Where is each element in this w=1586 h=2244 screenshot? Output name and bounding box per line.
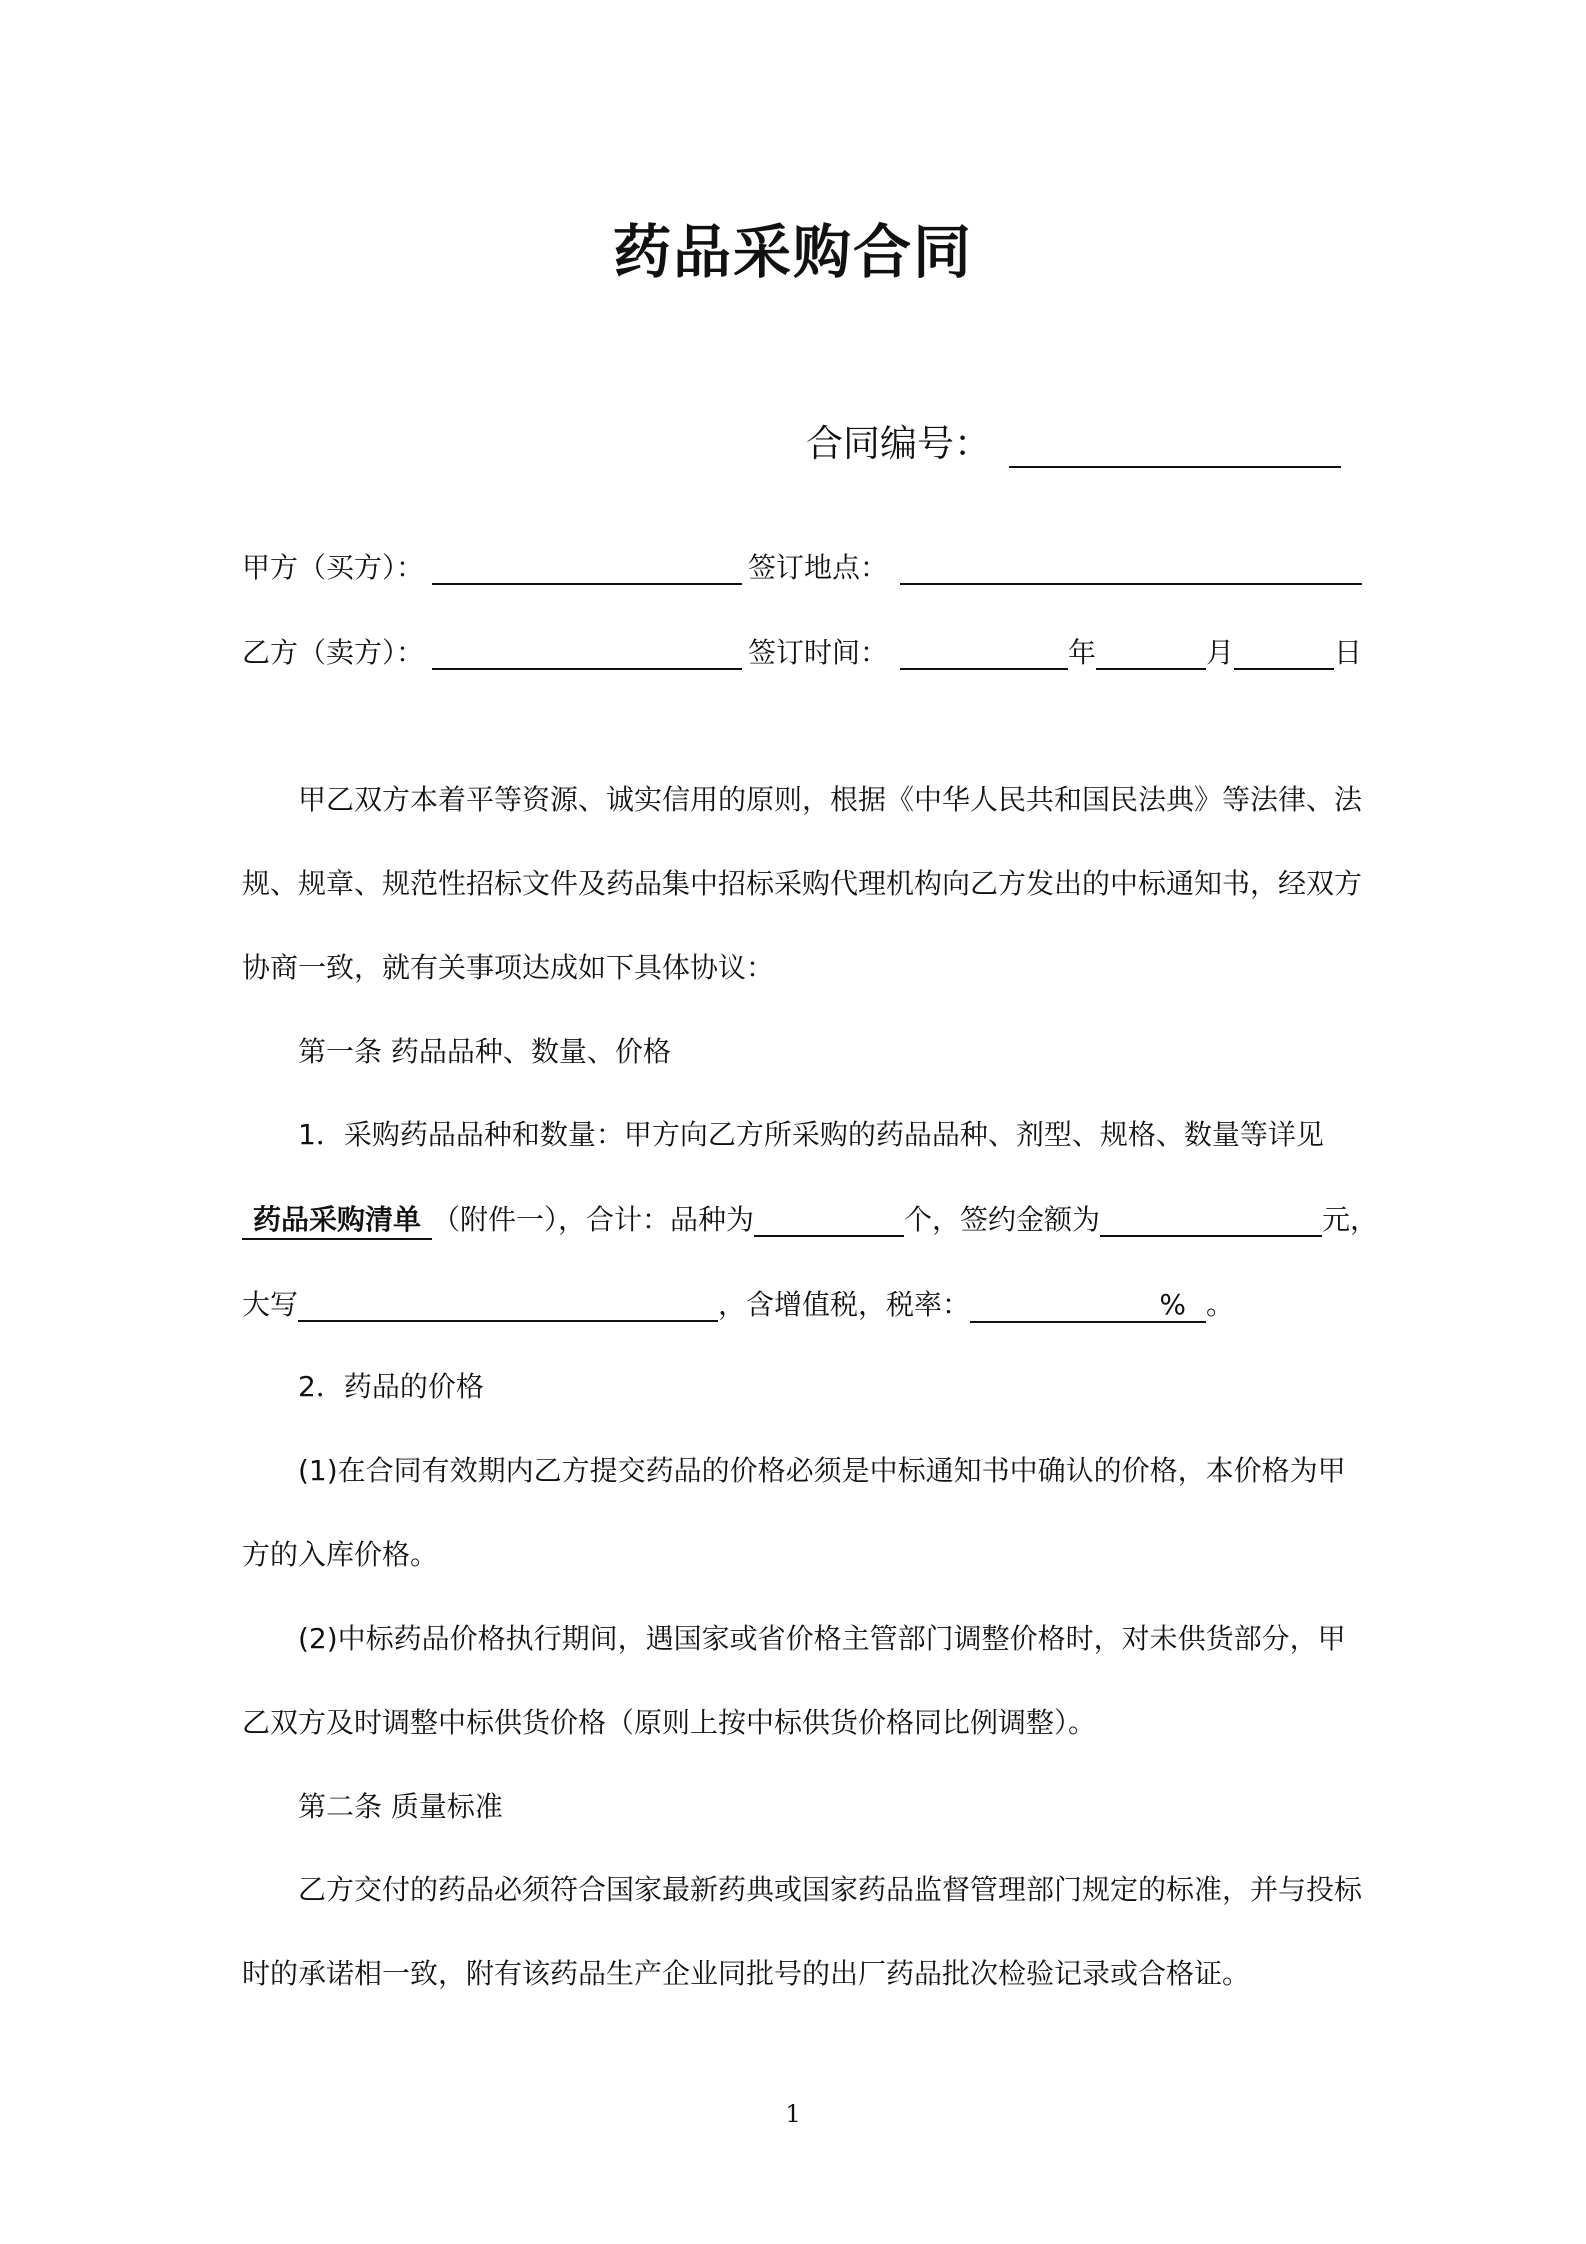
tax-rate-field[interactable] [970,1288,1206,1323]
year-label: 年 [1068,636,1097,669]
party-a-field[interactable] [432,553,742,585]
article-2-heading: 第二条 质量标准 [298,1790,503,1823]
article-1-item-2-heading: 2．药品的价格 [298,1370,484,1403]
page-title: 药品采购合同 [612,218,973,286]
amount-in-words-label: 大写 [242,1288,299,1321]
period-mark: 。 [1206,1288,1235,1321]
article-1-item-1-line-3 [242,1282,1234,1323]
article-1-item-2-p1-line-1: (1)在合同有效期内乙方提交药品的价格必须是中标通知书中确认的价格，本价格为甲 [298,1454,1346,1487]
month-label: 月 [1206,636,1235,669]
yuan-label: 元， [1322,1203,1379,1236]
sign-month-field[interactable] [1096,638,1206,670]
article-1-item-1-line-1: 1．采购药品品种和数量：甲方向乙方所采购的药品品种、剂型、规格、数量等详见 [298,1118,1324,1151]
intro-line-3: 协商一致，就有关事项达成如下具体协议： [242,951,775,984]
amount-in-words-field[interactable] [298,1290,718,1322]
percent-sign: % [1159,1288,1187,1321]
article-1-item-2-p2-line-2: 乙双方及时调整中标供货价格（原则上按中标供货价格同比例调整）。 [242,1706,1097,1739]
article-1-heading: 第一条 药品品种、数量、价格 [298,1035,671,1068]
variety-count-label: （附件一），合计：品种为 [432,1203,755,1236]
party-a-label: 甲方（买方）： [242,551,425,584]
contract-number-field[interactable] [1009,426,1341,468]
sign-time-row [748,630,1362,671]
page-number: 1 [785,2100,801,2128]
sign-day-field[interactable] [1234,638,1334,670]
tax-rate-label: ，含增值税，税率： [718,1288,971,1321]
sign-place-row [748,545,1362,586]
article-1-item-2-p2-line-1: (2)中标药品价格执行期间，遇国家或省价格主管部门调整价格时，对未供货部分，甲 [298,1622,1346,1655]
party-b-label: 乙方（卖方）： [242,636,425,669]
sign-time-label: 签订时间： [748,636,889,669]
sign-place-field[interactable] [900,553,1362,585]
intro-line-2: 规、规章、规范性招标文件及药品集中招标采购代理机构向乙方发出的中标通知书，经双方 [242,867,1363,900]
party-a-row [242,545,742,586]
article-1-item-1-line-2 [242,1197,1378,1240]
article-2-line-2: 时的承诺相一致，附有该药品生产企业同批号的出厂药品批次检验记录或合格证。 [242,1957,1251,1990]
contract-amount-field[interactable] [1100,1205,1322,1237]
day-label: 日 [1334,636,1363,669]
party-b-row [242,630,742,671]
variety-count-field[interactable] [754,1205,904,1237]
contract-number-label: 合同编号： [806,422,991,465]
purchase-list-name: 药品采购清单 [242,1198,432,1240]
party-b-field[interactable] [432,638,742,670]
article-2-line-1: 乙方交付的药品必须符合国家最新药典或国家药品监督管理部门规定的标准，并与投标 [298,1873,1363,1906]
contract-number-row [806,413,1341,467]
sign-year-field[interactable] [900,638,1068,670]
contract-amount-label: 个，签约金额为 [904,1203,1101,1236]
article-1-item-2-p1-line-2: 方的入库价格。 [242,1538,439,1571]
sign-place-label: 签订地点： [748,551,889,584]
intro-line-1: 甲乙双方本着平等资源、诚实信用的原则，根据《中华人民共和国民法典》等法律、法 [298,783,1363,816]
